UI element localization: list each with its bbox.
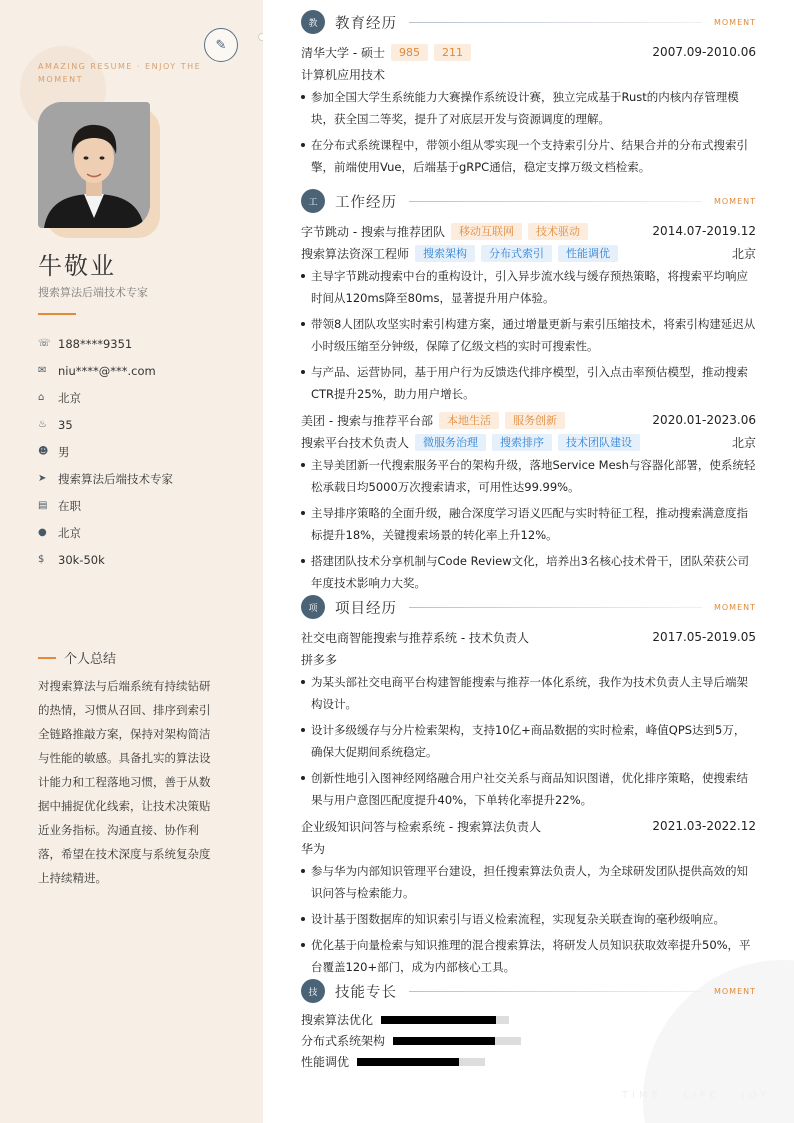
education-bullets [301,86,756,178]
avatar-photo [38,102,150,228]
work-icon: 工 [301,189,325,213]
person-title: 搜索算法后端技术专家 [38,286,148,299]
project-org: 华为 [301,841,326,856]
education-icon: 教 [301,10,325,34]
major: 计算机应用技术 [301,67,386,82]
education-section [301,10,756,182]
company-name: 字节跳动 - 搜索与推荐团队 [301,224,445,239]
job-date: 2014.07-2019.12 [652,224,756,238]
phone-icon: ☏ [38,338,51,349]
list-item: 搭建团队技术分享机制与Code Review文化，培养出3名核心技术骨干，团队荣获公司年度技术影响力大奖。 [301,550,756,594]
mail-icon: ✉ [38,365,47,376]
school-name: 清华大学 - 硕士 [301,45,385,60]
section-header [301,979,756,1003]
education-row [301,41,756,63]
skill-item [301,1030,531,1051]
section-moment: MOMENT [713,196,756,206]
briefcase-icon: ▤ [38,500,48,511]
section-header [301,595,756,619]
job-role: 搜索平台技术负责人 [301,435,410,450]
job-bullets [301,454,756,594]
list-item: 参与华为内部知识管理平台建设，担任搜索算法负责人，为全球研发团队提供高效的知识问答与检索能力。 [301,860,756,904]
project-row [301,815,756,837]
info-phone: ☏ 188****9351 [38,336,133,351]
project-org: 拼多多 [301,652,338,667]
list-item: 主导美团新一代搜索服务平台的架构升级，落地Service Mesh与容器化部署，使系统轻松承载日均5000万次搜索请求，可用性达99.99%。 [301,454,756,498]
project-bullets [301,860,756,978]
sidebar [0,0,263,1123]
info-gender: ☻ 男 [38,444,70,459]
section-divider [409,607,702,608]
cake-icon: ♨ [38,419,47,430]
contact-info-list [38,330,253,573]
job-bullets [301,265,756,405]
skill-item [301,1051,531,1072]
face-icon: ☻ [38,446,49,457]
info-location: ● 北京 [38,525,81,540]
list-item: 主导字节跳动搜索中台的重构设计，引入异步流水线与缓存预热策略，将搜索平均响应时间从120ms降至80ms，显著提升用户体验。 [301,265,756,309]
skill-name: 分布式系统架构 [301,1034,386,1048]
section-header [301,189,756,213]
feather-badge-icon: ✎ [204,28,238,62]
education-date: 2007.09-2010.06 [652,45,756,59]
job-city: 北京 [731,435,756,450]
section-title: 项目经历 [335,600,397,617]
job-row [301,220,756,242]
person-name: 牛敬业 [38,252,116,280]
list-item: 参加全国大学生系统能力大赛操作系统设计赛，独立完成基于Rust的内核内存管理模块，获全国二等奖，提升了对底层开发与资源调度的理解。 [301,86,756,130]
avatar-illustration [38,102,150,228]
name-divider [38,313,76,315]
watermark: TIME · LIFE · JOY [621,1090,770,1101]
list-item: 带领8人团队攻坚实时索引构建方案，通过增量更新与索引压缩技术，将索引构建延迟从小时级压缩至分钟级，保障了亿级文档的实时可搜索性。 [301,313,756,357]
money-icon: $ [38,554,45,565]
section-header [301,10,756,34]
section-title: 技能专长 [335,984,397,1001]
skill-item [301,1009,531,1030]
list-item: 在分布式系统课程中，带领小组从零实现一个支持索引分片、结果合并的分布式搜索引擎，前端使用Vue，后端基于gRPC通信，稳定支撑万级文档检索。 [301,134,756,178]
skill-bar-fill [357,1058,459,1066]
list-item: 主导排序策略的全面升级，融合深度学习语义匹配与实时特征工程，推动搜索满意度指标提升18%，关键搜索场景的转化率上升12%。 [301,502,756,546]
projects-section [301,595,756,982]
section-divider [409,201,702,202]
summary-heading: 个人总结 [38,648,116,667]
summary-accent-bar [38,657,56,659]
job-row [301,409,756,431]
skill-tag: 微服务治理 [415,434,486,451]
section-divider [409,22,702,23]
list-item: 优化基于向量检索与知识推理的混合搜索算法，将研发人员知识获取效率提升50%，平台覆盖120+部门，成为内部核心工具。 [301,934,756,978]
skill-icon: 技 [301,979,325,1003]
skill-tag: 搜索排序 [492,434,552,451]
project-bullets [301,671,756,811]
job-role: 搜索算法资深工程师 [301,246,410,261]
school-tag: 985 [391,44,428,61]
skill-bar-fill [381,1016,496,1024]
job-city: 北京 [731,246,756,261]
list-item: 创新性地引入图神经网络融合用户社交关系与商品知识图谱，优化排序策略，使搜索结果与用户意图匹配度提升40%，下单转化率提升22%。 [301,767,756,811]
info-status: ▤ 在职 [38,498,81,513]
info-email: ✉ niu****@***.com [38,363,156,378]
company-tag: 本地生活 [439,412,499,429]
skill-name: 性能调优 [301,1055,350,1069]
role-row [301,242,756,264]
company-name: 美团 - 搜索与推荐平台部 [301,413,433,428]
skills-list [301,1009,756,1072]
project-date: 2021.03-2022.12 [652,819,756,833]
home-icon: ⌂ [38,392,45,403]
skill-bar-track [393,1037,521,1045]
info-target-role: ➤ 搜索算法后端技术专家 [38,471,173,486]
school-tag: 211 [434,44,471,61]
role-row [301,431,756,453]
send-icon: ➤ [38,473,47,484]
section-moment: MOMENT [713,17,756,27]
project-date: 2017.05-2019.05 [652,630,756,644]
project-icon: 项 [301,595,325,619]
job-date: 2020.01-2023.06 [652,413,756,427]
list-item: 设计多级缓存与分片检索架构，支持10亿+商品数据的实时检索，峰值QPS达到5万，确保大促期间系统稳定。 [301,719,756,763]
section-moment: MOMENT [713,602,756,612]
company-tag: 移动互联网 [451,223,522,240]
skill-name: 搜索算法优化 [301,1013,374,1027]
skill-tag: 性能调优 [558,245,618,262]
project-row [301,626,756,648]
main-content [263,0,794,1123]
section-title: 工作经历 [335,194,397,211]
skill-bar-fill [393,1037,495,1045]
info-residence: ⌂ 北京 [38,390,81,405]
skill-bar-track [357,1058,485,1066]
section-title: 教育经历 [335,15,397,32]
tagline: AMAZING RESUME · ENJOY THE MOMENT [38,62,202,84]
work-section [301,189,756,598]
summary-text: 对搜索算法与后端系统有持续钻研的热情，习惯从召回、排序到索引全链路推敲方案，保持对架构简洁与性能的敏感。具备扎实的算法设计能力和工程落地习惯，善于从数据中捕捉优化线索，让技术决策贴近业务指标。沟通直接、协作利落，希望在技术深度与系统复杂度上持续精进。 [38,679,211,885]
section-divider [409,991,702,992]
project-name: 社交电商智能搜索与推荐系统 - 技术负责人 [301,630,529,645]
list-item: 为某头部社交电商平台构建智能搜索与推荐一体化系统，我作为技术负责人主导后端架构设计。 [301,671,756,715]
project-name: 企业级知识问答与检索系统 - 搜索算法负责人 [301,819,541,834]
list-item: 与产品、运营协同，基于用户行为反馈迭代排序模型，引入点击率预估模型，推动搜索CTR提升25%，助力用户增长。 [301,361,756,405]
section-moment: MOMENT [713,986,756,996]
company-tag: 服务创新 [505,412,565,429]
info-age: ♨ 35 [38,417,73,432]
skills-section [301,979,756,1072]
skill-tag: 分布式索引 [481,245,552,262]
skill-tag: 搜索架构 [415,245,475,262]
list-item: 设计基于图数据库的知识索引与语义检索流程，实现复杂关联查询的毫秒级响应。 [301,908,756,930]
company-tag: 技术驱动 [528,223,588,240]
skill-bar-track [381,1016,509,1024]
skill-tag: 技术团队建设 [558,434,640,451]
location-icon: ● [38,527,47,538]
info-salary: $ 30k-50k [38,552,105,567]
